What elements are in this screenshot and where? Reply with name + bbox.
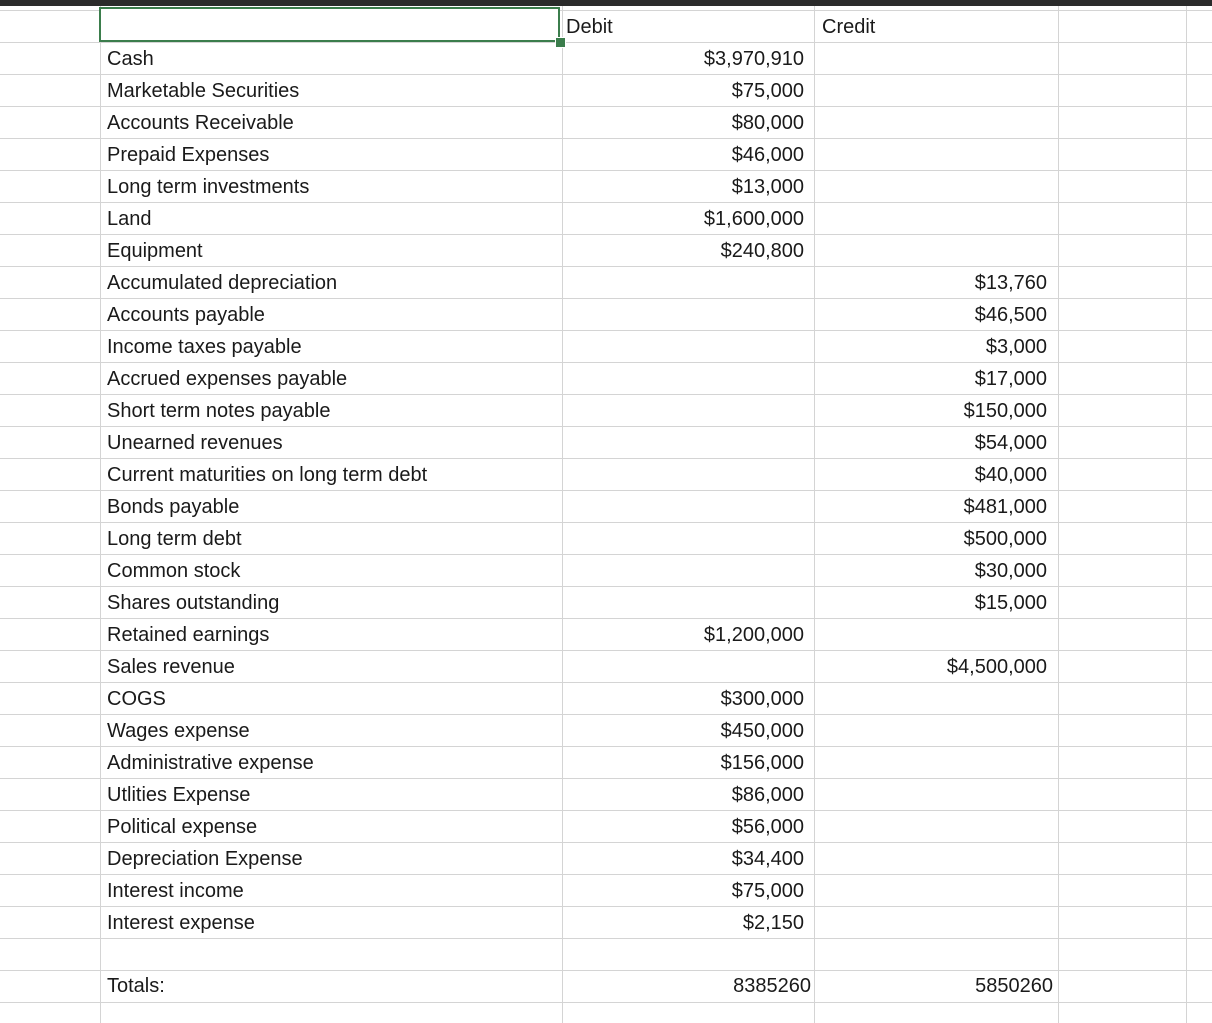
row-credit[interactable]: $4,500,000	[946, 656, 1047, 678]
row-gridline	[0, 1002, 1212, 1003]
row-debit[interactable]	[562, 554, 814, 586]
row-debit[interactable]	[562, 298, 814, 330]
row-credit[interactable]	[814, 170, 1058, 202]
row-credit[interactable]: $30,000	[974, 560, 1047, 582]
row-label[interactable]: Depreciation Expense	[107, 848, 303, 870]
row-debit[interactable]: $86,000	[731, 784, 804, 806]
totals-label[interactable]: Totals:	[107, 975, 165, 997]
row-debit[interactable]: $2,150	[742, 912, 804, 934]
row-label[interactable]: Income taxes payable	[107, 336, 302, 358]
row-credit[interactable]	[814, 810, 1058, 842]
row-debit[interactable]: $56,000	[731, 816, 804, 838]
row-debit[interactable]: $156,000	[720, 752, 804, 774]
row-credit[interactable]: $3,000	[985, 336, 1047, 358]
row-label[interactable]: Shares outstanding	[107, 592, 280, 614]
row-label[interactable]: Utlities Expense	[107, 784, 251, 806]
row-label[interactable]: Interest income	[107, 880, 244, 902]
row-debit[interactable]	[562, 362, 814, 394]
row-credit[interactable]	[814, 618, 1058, 650]
row-label[interactable]: Accounts payable	[107, 304, 265, 326]
row-label[interactable]: Short term notes payable	[107, 400, 331, 422]
row-debit[interactable]	[562, 426, 814, 458]
row-label[interactable]: Common stock	[107, 560, 241, 582]
selected-cell-a1[interactable]	[99, 7, 560, 42]
row-credit[interactable]	[814, 42, 1058, 74]
row-credit[interactable]	[814, 234, 1058, 266]
row-debit[interactable]: $3,970,910	[703, 48, 804, 70]
row-label[interactable]: Land	[107, 208, 152, 230]
row-label[interactable]: Political expense	[107, 816, 258, 838]
row-debit[interactable]: $240,800	[720, 240, 804, 262]
row-debit[interactable]	[562, 458, 814, 490]
row-label[interactable]: COGS	[107, 688, 166, 710]
row-credit[interactable]	[814, 906, 1058, 938]
row-credit[interactable]: $150,000	[963, 400, 1047, 422]
row-debit[interactable]: $13,000	[731, 176, 804, 198]
row-debit[interactable]: $1,200,000	[703, 624, 804, 646]
row-debit[interactable]	[562, 394, 814, 426]
row-debit[interactable]: $80,000	[731, 112, 804, 134]
row-debit[interactable]: $75,000	[731, 80, 804, 102]
row-credit[interactable]: $17,000	[974, 368, 1047, 390]
row-label[interactable]: Interest expense	[107, 912, 255, 934]
row-credit[interactable]	[814, 842, 1058, 874]
row-credit[interactable]: $481,000	[963, 496, 1047, 518]
row-label[interactable]: Marketable Securities	[107, 80, 300, 102]
row-credit[interactable]: $40,000	[974, 464, 1047, 486]
row-label[interactable]: Equipment	[107, 240, 203, 262]
header-debit[interactable]: Debit	[566, 16, 613, 38]
row-label[interactable]: Prepaid Expenses	[107, 144, 270, 166]
row-credit[interactable]: $15,000	[974, 592, 1047, 614]
row-debit[interactable]: $46,000	[731, 144, 804, 166]
row-debit[interactable]: $34,400	[731, 848, 804, 870]
row-credit[interactable]	[814, 138, 1058, 170]
row-label[interactable]: Long term debt	[107, 528, 242, 550]
row-gridline	[0, 938, 1212, 939]
row-debit[interactable]: $450,000	[720, 720, 804, 742]
window-top-bar	[0, 0, 1212, 6]
row-credit[interactable]	[814, 714, 1058, 746]
row-debit[interactable]: $75,000	[731, 880, 804, 902]
row-label[interactable]: Accounts Receivable	[107, 112, 294, 134]
totals-debit[interactable]: 8385260	[733, 975, 811, 997]
row-label[interactable]: Retained earnings	[107, 624, 270, 646]
row-credit[interactable]: $13,760	[974, 272, 1047, 294]
row-label[interactable]: Accumulated depreciation	[107, 272, 338, 294]
row-debit[interactable]	[562, 522, 814, 554]
row-label[interactable]: Sales revenue	[107, 656, 235, 678]
row-label[interactable]: Current maturities on long term debt	[107, 464, 428, 486]
row-debit[interactable]	[562, 490, 814, 522]
row-credit[interactable]: $46,500	[974, 304, 1047, 326]
row-debit[interactable]	[562, 266, 814, 298]
row-credit[interactable]	[814, 682, 1058, 714]
row-debit[interactable]	[562, 330, 814, 362]
row-debit[interactable]	[562, 650, 814, 682]
row-credit[interactable]	[814, 106, 1058, 138]
totals-credit[interactable]: 5850260	[975, 975, 1053, 997]
row-credit[interactable]	[814, 74, 1058, 106]
row-label[interactable]: Unearned revenues	[107, 432, 283, 454]
row-credit[interactable]	[814, 202, 1058, 234]
row-debit[interactable]	[562, 586, 814, 618]
row-debit[interactable]: $1,600,000	[703, 208, 804, 230]
row-label[interactable]: Wages expense	[107, 720, 250, 742]
row-label[interactable]: Administrative expense	[107, 752, 314, 774]
row-label[interactable]: Accrued expenses payable	[107, 368, 348, 390]
row-credit[interactable]	[814, 874, 1058, 906]
row-credit[interactable]: $54,000	[974, 432, 1047, 454]
row-label[interactable]: Cash	[107, 48, 154, 70]
row-label[interactable]: Bonds payable	[107, 496, 240, 518]
row-label[interactable]: Long term investments	[107, 176, 310, 198]
row-credit[interactable]: $500,000	[963, 528, 1047, 550]
row-debit[interactable]: $300,000	[720, 688, 804, 710]
column-gridline	[1186, 6, 1187, 1023]
header-credit[interactable]: Credit	[822, 16, 876, 38]
column-gridline	[1058, 6, 1059, 1023]
row-credit[interactable]	[814, 746, 1058, 778]
row-credit[interactable]	[814, 778, 1058, 810]
